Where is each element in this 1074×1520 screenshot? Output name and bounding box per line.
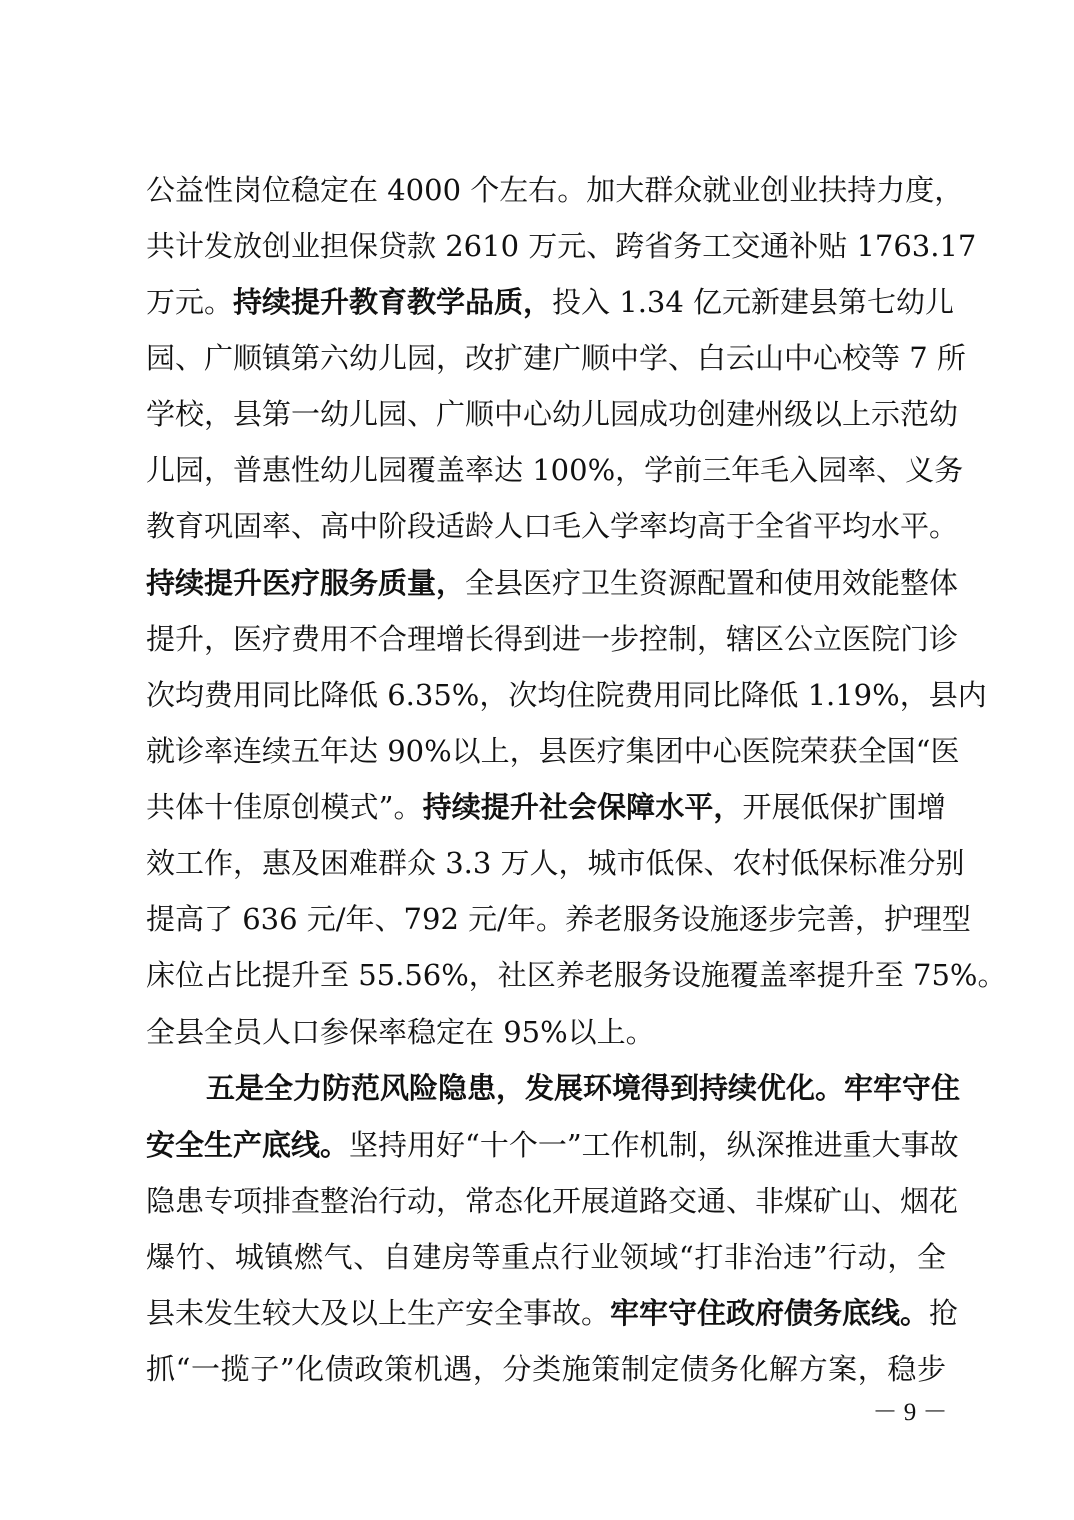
text-line (146, 328, 966, 388)
text-run: 开展低保扩围增 (742, 790, 946, 824)
text-run: 学校，县第一幼儿园、广顺中心幼儿园成功创建州级以上示范幼 (146, 397, 959, 431)
text-run: 公益性岗位稳定在 4000 个左右。加大群众就业创业扶持力度， (146, 173, 964, 207)
text-run: 全县全员人口参保率稳定在 95%以上。 (146, 1015, 655, 1049)
text-line (146, 1171, 959, 1231)
bold-text-run: 持续提升教育教学品质， (233, 285, 553, 319)
bold-text-run: 牢牢守住 (844, 1071, 961, 1105)
text-run: 爆竹、城镇燃气、自建房等重点行业领域“打非治违”行动，全 (146, 1240, 946, 1274)
text-line (146, 1227, 946, 1287)
text-run: 床位占比提升至 55.56%，社区养老服务设施覆盖率提升至 75%。 (146, 958, 1007, 992)
text-line (146, 1115, 959, 1175)
text-line (146, 665, 987, 725)
bold-text-run: 持续提升医疗服务质量， (146, 566, 466, 600)
text-run: 就诊率连续五年达 90%以上，县医疗集团中心医院荣获全国“医 (146, 734, 960, 768)
text-line (146, 1283, 959, 1343)
bold-text-run: 持续提升社会保障水平， (422, 790, 743, 824)
bold-text-run: 五是全力防范风险隐患，发展环境得到持续优化。 (206, 1071, 845, 1105)
text-run: 次均费用同比降低 6.35%，次均住院费用同比降低 1.19%，县内 (146, 678, 987, 712)
text-run: 提升，医疗费用不合理增长得到进一步控制，辖区公立医院门诊 (146, 622, 959, 656)
text-line (146, 609, 959, 669)
bold-text-run: 牢牢守住政府债务底线。 (610, 1296, 930, 1330)
text-run: 教育巩固率、高中阶段适龄人口毛入学率均高于全省平均水平。 (146, 509, 959, 543)
text-run: 提高了 636 元/年、792 元/年。养老服务设施逐步完善，护理型 (146, 902, 971, 936)
text-run: 坚持用好“十个一”工作机制，纵深推进重大事故 (349, 1128, 959, 1162)
text-line (146, 777, 946, 837)
text-line (146, 384, 959, 444)
text-run: 抓“一揽子”化债政策机遇，分类施策制定债务化解方案，稳步 (146, 1352, 946, 1386)
text-run: 抢 (929, 1296, 959, 1330)
text-line (146, 216, 977, 276)
text-run: 县未发生较大及以上生产安全事故。 (146, 1296, 611, 1330)
text-line (146, 721, 960, 781)
text-line (146, 440, 964, 500)
text-run: 园、广顺镇第六幼儿园，改扩建广顺中学、白云山中心校等 7 所 (146, 341, 966, 375)
text-line (146, 496, 959, 556)
text-run: 效工作，惠及困难群众 3.3 万人，城市低保、农村低保标准分别 (146, 846, 965, 880)
text-run: 共体十佳原创模式”。 (146, 790, 423, 824)
text-line (146, 553, 959, 613)
page-number: － 9 － (872, 1399, 948, 1426)
text-run: 万元。 (146, 285, 234, 319)
text-run: 投入 1.34 亿元新建县第七幼儿 (552, 285, 955, 319)
text-line (146, 945, 1007, 1005)
text-run: 隐患专项排查整治行动，常态化开展道路交通、非煤矿山、烟花 (146, 1184, 959, 1218)
text-line (146, 889, 971, 949)
text-run: 儿园，普惠性幼儿园覆盖率达 100%，学前三年毛入园率、义务 (146, 453, 964, 487)
text-run: 共计发放创业担保贷款 2610 万元、跨省务工交通补贴 1763.17 (146, 229, 977, 263)
text-line (146, 833, 965, 893)
text-run: 全县医疗卫生资源配置和使用效能整体 (465, 566, 959, 600)
text-line (146, 272, 955, 332)
bold-text-run: 安全生产底线。 (146, 1128, 350, 1162)
text-line (146, 160, 964, 220)
text-line (206, 1058, 961, 1118)
text-line (146, 1339, 946, 1399)
text-line (146, 1002, 946, 1062)
